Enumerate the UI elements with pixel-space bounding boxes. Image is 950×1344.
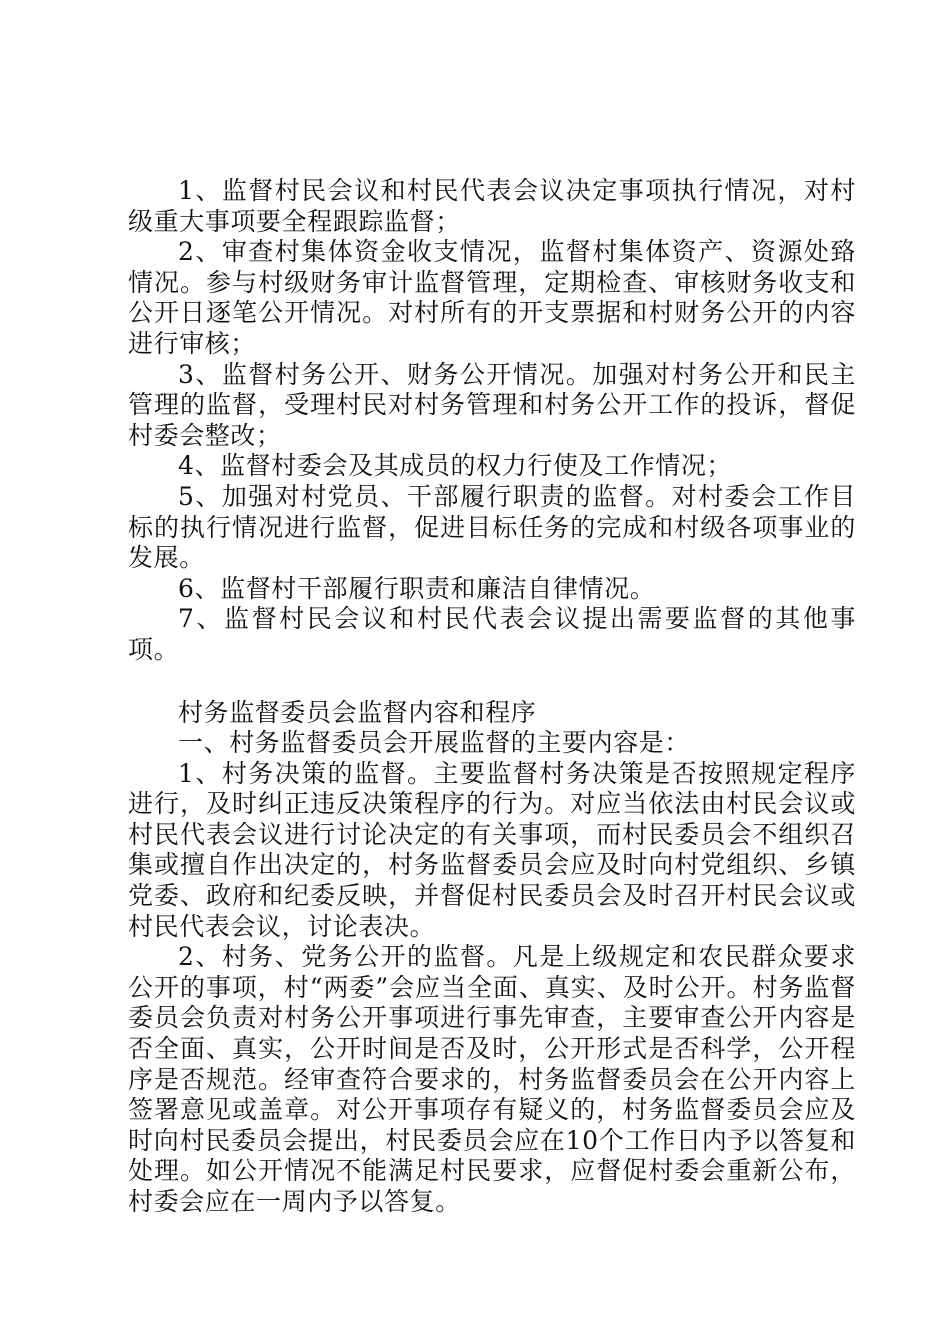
duty-item-2: 2、审查村集体资金收支情况，监督村集体资产、资源处臵情况。参与村级财务审计监督管理，定期检查、审核财务收支和公开日逐笔公开情况。对村所有的开支票据和村财务公开的内容进行审核； xyxy=(128,237,856,358)
duty-item-7: 7、监督村民会议和村民代表会议提出需要监督的其他事项。 xyxy=(128,604,856,664)
section-subtitle: 一、村务监督委员会开展监督的主要内容是： xyxy=(178,728,691,758)
section-spacer xyxy=(128,666,856,698)
duty-item-3: 3、监督村务公开、财务公开情况。加强对村务公开和民主管理的监督，受理村民对村务管理和村务公开工作的投诉，督促村委会整改； xyxy=(128,359,856,450)
content-item-2: 2、村务、党务公开的监督。凡是上级规定和农民群众要求公开的事项，村“两委”会应当全面、真实、及时公开。村务监督委员会负责对村务公开事项进行事先审查，主要审查公开内容是否全面、真实，公开时间是否及时，公开形式是否科学，公开程序是否规范。经审查符合要求的，村务监督委员会在公开内容上签署意见或盖章。对公开事项存有疑义的，村务监督委员会应及时向村民委员会提出，村民委员会应在10个工作日内予以答复和处理。如公开情况不能满足村民要求，应督促村委会重新公布，村委会应在一周内予以答复。 xyxy=(128,942,856,1216)
document-page xyxy=(128,176,856,1218)
content-item-1: 1、村务决策的监督。主要监督村务决策是否按照规定程序进行，及时纠正违反决策程序的行为。对应当依法由村民会议或村民代表会议进行讨论决定的有关事项，而村民委员会不组织召集或擅自作出决定的，村务监督委员会应及时向村党组织、乡镇党委、政府和纪委反映，并督促村民委员会及时召开村民会议或村民代表会议，讨论表决。 xyxy=(128,758,856,941)
duty-item-1: 1、监督村民会议和村民代表会议决定事项执行情况，对村级重大事项要全程跟踪监督； xyxy=(128,176,856,236)
duty-item-5: 5、加强对村党员、干部履行职责的监督。对村委会工作目标的执行情况进行监督，促进目标任务的完成和村级各项事业的发展。 xyxy=(128,481,856,573)
duty-item-6: 6、监督村干部履行职责和廉洁自律情况。 xyxy=(178,573,656,603)
section-title: 村务监督委员会监督内容和程序 xyxy=(178,697,537,727)
duty-item-4: 4、监督村委会及其成员的权力行使及工作情况； xyxy=(178,451,733,481)
